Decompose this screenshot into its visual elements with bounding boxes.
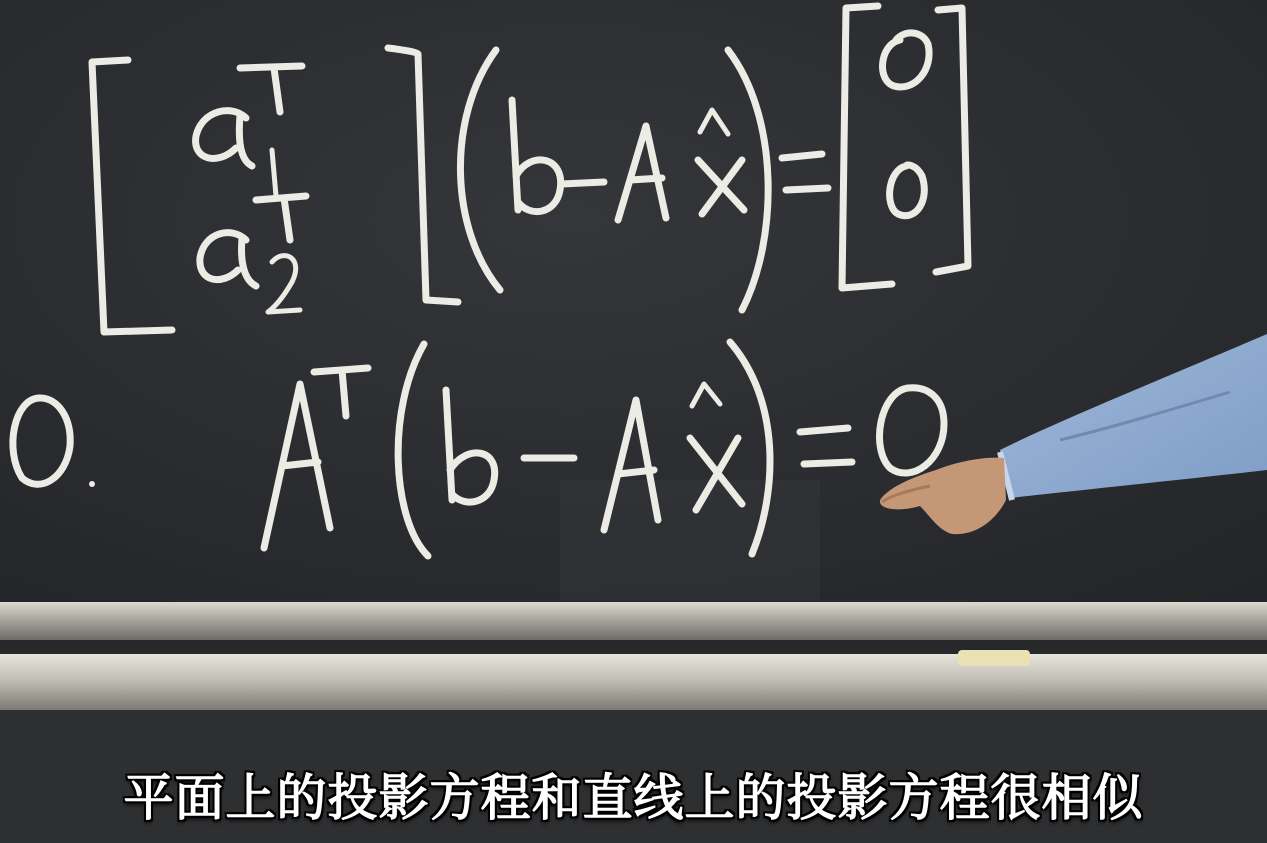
chalk-piece	[958, 650, 1030, 666]
chalk-tray-top	[0, 602, 1267, 640]
subtitle-caption: 平面上的投影方程和直线上的投影方程很相似	[123, 769, 1144, 827]
chalk-tray-gap	[0, 640, 1267, 654]
minus-1	[562, 182, 604, 184]
chalk-dot	[89, 481, 95, 487]
chalk-tray-bottom	[0, 654, 1267, 710]
chalk-dust-smudge	[560, 480, 820, 600]
